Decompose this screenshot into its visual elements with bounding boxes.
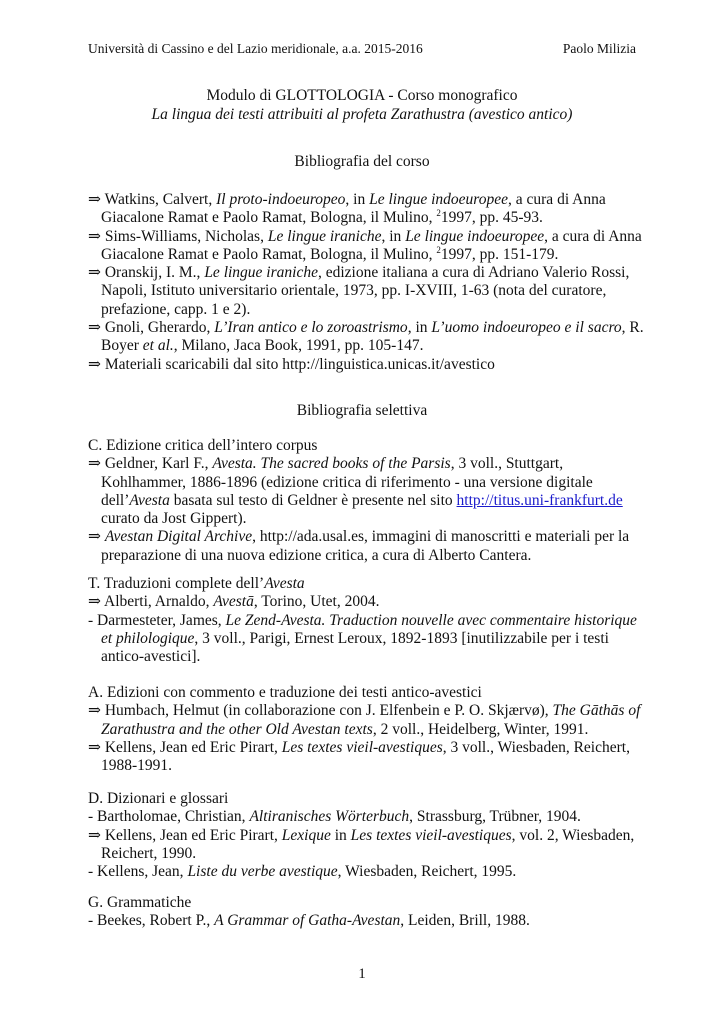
bib-entry-gnoli: ⇒ Gnoli, Gherardo, L’Iran antico e lo zoroastrismo, in L’uomo indoeuropeo e il sacro, R. Boyer et al., Milano, Jaca Book, 1991, pp. 105-147. [88, 319, 644, 355]
bib-entry-darmesteter: - Darmesteter, James, Le Zend-Avesta. Traduction nouvelle avec commentaire historique et philologique, 3 voll., Parigi, Ernest Leroux, 1892-1893 [inutilizzabile per i testi antico-avestici]. [88, 611, 637, 666]
section-d-heading: D. Dizionari e glossari [88, 790, 229, 807]
course-bibliography-heading: Bibliografia del corso [294, 153, 430, 170]
bib-entry-geldner: ⇒ Geldner, Karl F., Avesta. The sacred books of the Parsis, 3 voll., Stuttgart, Kohlhammer, 1886-1896 (edizione critica di riferimento - una versione digitale dell’Avesta basata sul testo di Geldner è presente nel sito http://titus.uni-frankfurt.de curato da Jost Gippert). [88, 455, 623, 528]
bib-entry-materials: ⇒ Materiali scaricabili dal sito http://linguistica.unicas.it/avestico [88, 355, 495, 373]
section-c [88, 437, 648, 565]
selective-bibliography-heading: Bibliografia selettiva [296, 402, 428, 419]
page-number: 1 [358, 966, 366, 982]
bib-entry-kellens-liste: - Kellens, Jean, Liste du verbe avestique, Wiesbaden, Reichert, 1995. [88, 863, 517, 881]
course-title-line2 [0, 105, 724, 124]
course-title-line1: Modulo di GLOTTOLOGIA - Corso monografico [206, 87, 518, 104]
page-header [88, 41, 636, 57]
header-author: Paolo Milizia [562, 41, 636, 56]
bib-entry-bartholomae: - Bartholomae, Christian, Altiranisches Wörterbuch, Strassburg, Trübner, 1904. [88, 808, 581, 826]
bib-entry-oranskij: ⇒ Oranskij, I. M., Le lingue iraniche, edizione italiana a cura di Adriano Valerio Rossi, Napoli, Istituto universitario orientale, 1973, pp. I-XVIII, 1-63 (nota del curatore, prefazione, capp. 1 e 2). [88, 264, 630, 318]
bib-entry-alberti: ⇒ Alberti, Arnaldo, Avestā, Torino, Utet, 2004. [88, 593, 380, 611]
bib-entry-kellens-lexique: ⇒ Kellens, Jean ed Eric Pirart, Lexique in Les textes vieil-avestiques, vol. 2, Wiesbaden, Reichert, 1990. [88, 826, 635, 862]
bib-entry-humbach: ⇒ Humbach, Helmut (in collaborazione con J. Elfenbein e P. O. Skjærvø), The Gāthās of Zarathustra and the other Old Avestan texts, 2 voll., Heidelberg, Winter, 1991. [88, 702, 641, 738]
section-g [88, 894, 648, 931]
bib-entry-ada: ⇒ Avestan Digital Archive, http://ada.usal.es, immagini di manoscritti e materiali per la preparazione di una nuova edizione critica, a cura di Alberto Cantera. [88, 528, 630, 564]
section-t-heading: T. Traduzioni complete dell’Avesta [88, 575, 305, 592]
bib-entry-watkins: ⇒ Watkins, Calvert, Il proto-indoeuropeo, in Le lingue indoeuropee, a cura di Anna Giacalone Ramat e Paolo Ramat, Bologna, il Mulino, $^2$1997, pp. 45-93. [88, 191, 606, 227]
section-d [88, 790, 648, 881]
bib-entry-sims-williams: ⇒ Sims-Williams, Nicholas, Le lingue iraniche, in Le lingue indoeuropee, a cura di Anna Giacalone Ramat e Paolo Ramat, Bologna, il Mulino, $^2$1997, pp. 151-179. [88, 227, 642, 263]
course-subtitle: La lingua dei testi attribuiti al profeta Zarathustra (avestico antico) [151, 106, 573, 123]
bib-entry-kellens-pirart: ⇒ Kellens, Jean ed Eric Pirart, Les textes vieil-avestiques, 3 voll., Wiesbaden, Reichert, 1988-1991. [88, 738, 630, 775]
course-bibliography-list [88, 191, 648, 374]
titus-link[interactable]: http://titus.uni-frankfurt.de [456, 491, 623, 509]
header-institution: Università di Cassino e del Lazio meridionale, a.a. 2015-2016 [88, 41, 423, 56]
course-title [0, 86, 724, 124]
bib-entry-beekes: - Beekes, Robert P., A Grammar of Gatha-Avestan, Leiden, Brill, 1988. [88, 912, 530, 930]
section-g-heading: G. Grammatiche [88, 894, 192, 911]
section-a [88, 684, 648, 775]
section-a-heading: A. Edizioni con commento e traduzione dei testi antico-avestici [88, 684, 482, 701]
section-t [88, 575, 648, 666]
section-c-heading: C. Edizione critica dell’intero corpus [88, 437, 318, 454]
